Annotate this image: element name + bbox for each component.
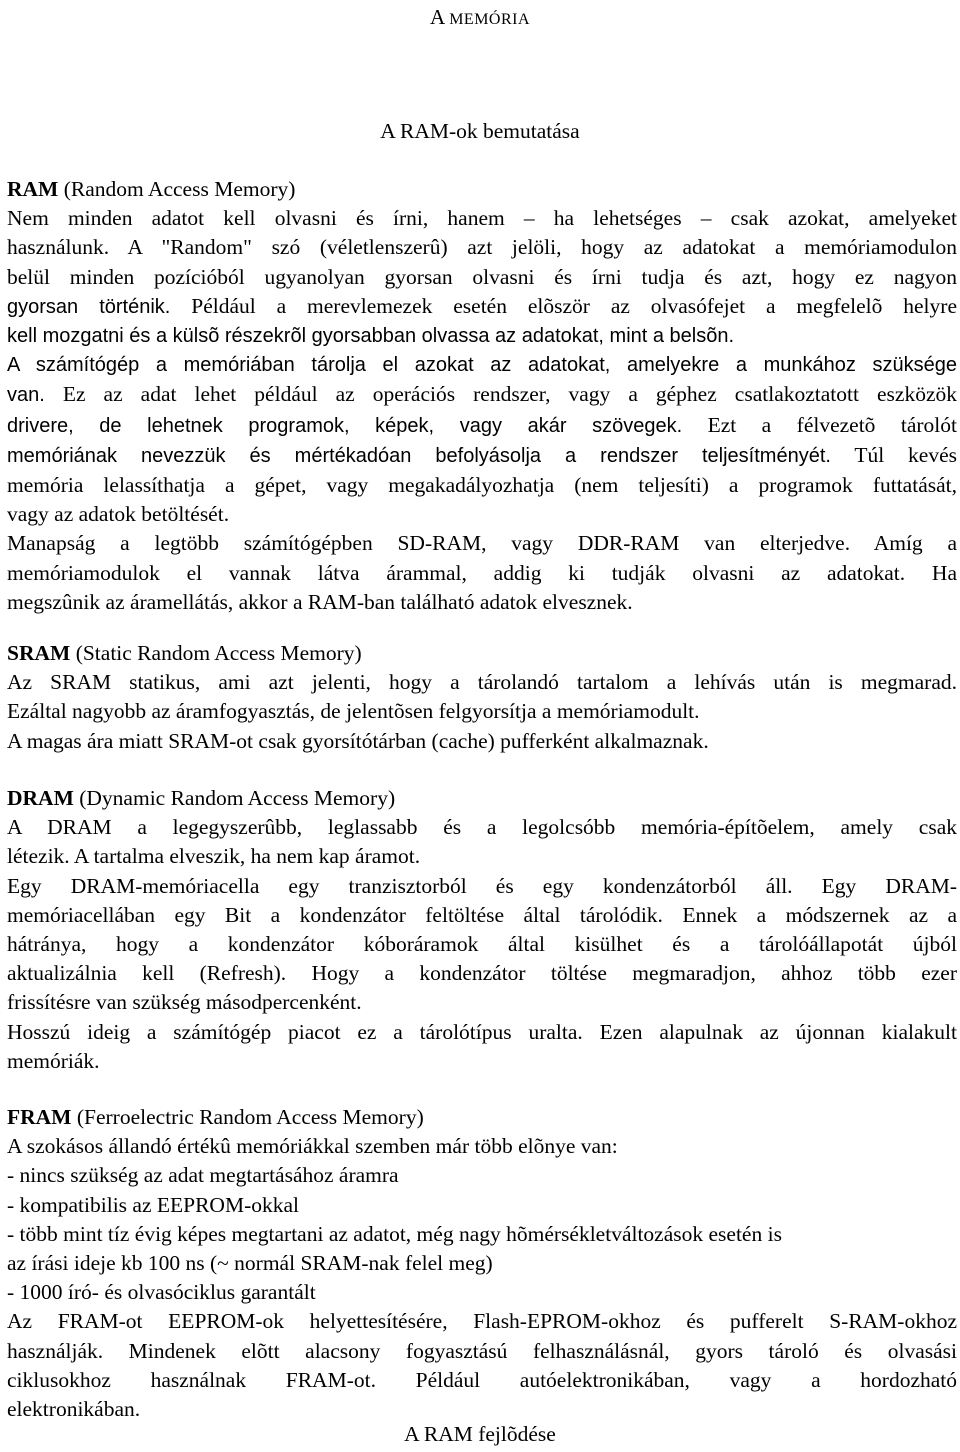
- fram-line-1: A szokásos állandó értékû memóriákkal szemben már több elõnye van:: [7, 1134, 618, 1159]
- page-title-rest: MEMÓRIA: [449, 11, 531, 28]
- next-section-heading: A RAM fejlõdése: [404, 1422, 556, 1446]
- fram-list-item-3-cont: az írási ideje kb 100 ns (~ normál SRAM-nak felel meg): [7, 1251, 493, 1276]
- ram-line-7a: van.: [7, 384, 45, 407]
- dram-line-2: létezik. A tartalma elveszik, ha nem kap áramot.: [7, 844, 421, 869]
- page-title-initial: A: [429, 5, 444, 29]
- ram-heading-full: (Random Access Memory): [58, 177, 296, 201]
- ram-line-2: használunk. A "Random" szó (véletlenszerû) azt jelöli, hogy az adatokat a memóriamodulon: [7, 235, 957, 260]
- dram-line-5: hátránya, hogy a kondenzátor kóboráramok által kisülhet és a tárolóállapotát újból: [7, 932, 957, 957]
- dram-heading-abbr: DRAM: [7, 786, 74, 810]
- fram-list-item-4: - 1000 író- és olvasóciklus garantált: [7, 1280, 316, 1305]
- ram-line-8a: drivere, de lehetnek programok, képek, vagy akár szövegek.: [7, 414, 683, 437]
- ram-line-11: vagy az adatok betöltését.: [7, 502, 230, 527]
- ram-line-1: Nem minden adatot kell olvasni és írni, hanem – ha lehetséges – csak azokat, amelyeket: [7, 206, 957, 231]
- fram-heading-full: (Ferroelectric Random Access Memory): [71, 1105, 424, 1129]
- fram-line-7: Az FRAM-ot EEPROM-ok helyettesítésére, Flash-EPROM-okhoz és pufferelt S-RAM-okhoz: [7, 1309, 957, 1334]
- ram-section: [7, 175, 957, 617]
- sram-heading-abbr: SRAM: [7, 641, 71, 665]
- ram-line-7: [7, 380, 957, 410]
- dram-heading-full: (Dynamic Random Access Memory): [73, 786, 396, 810]
- dram-line-8: Hosszú ideig a számítógép piacot ez a tárolótípus uralta. Ezen alapulnak az újonnan kialakult: [7, 1019, 957, 1044]
- dram-line-4: memóriacellában egy Bit a kondenzátor feltöltése által tárolódik. Ennek a módszernek az a: [7, 902, 957, 927]
- fram-list-item-1: - nincs szükség az adat megtartásához áramra: [7, 1163, 399, 1188]
- page-title: [0, 2, 960, 35]
- dram-line-3: Egy DRAM-memóriacella egy tranzisztorból és egy kondenzátorból áll. Egy DRAM-: [7, 873, 957, 898]
- fram-section: [7, 1103, 957, 1424]
- ram-line-14: megszûnik az áramellátás, akkor a RAM-ban található adatok elvesznek.: [7, 589, 633, 614]
- fram-heading-abbr: FRAM: [7, 1105, 72, 1129]
- ram-line-3: belül minden pozícióból ugyanolyan gyorsan olvasni és írni tudja és azt, hogy ez nagyon: [7, 264, 957, 289]
- ram-line-9: [7, 441, 957, 471]
- dram-line-7: frissítésre van szükség másodpercenként.: [7, 990, 362, 1015]
- fram-list-item-3: - több mint tíz évig képes megtartani az adatot, még nagy hõmérsékletváltozások esetén is: [7, 1221, 782, 1246]
- fram-heading: [7, 1103, 957, 1132]
- ram-heading: [7, 175, 957, 204]
- sram-heading: [7, 639, 957, 668]
- dram-heading: [7, 784, 957, 813]
- fram-line-9: ciklusokhoz használnak FRAM-ot. Például autóelektronikában, vagy a hordozható: [7, 1367, 957, 1392]
- ram-line-8: [7, 411, 957, 441]
- dram-line-6: aktualizálnia kell (Refresh). Hogy a kondenzátor töltése megmaradjon, ahhoz több ezer: [7, 961, 957, 986]
- ram-line-4a: gyorsan történik.: [7, 295, 171, 318]
- dram-line-1: A DRAM a legegyszerûbb, leglassabb és a legolcsóbb memória-építõelem, amely csak: [7, 815, 957, 840]
- ram-line-6: A számítógép a memóriában tárolja el azokat az adatokat, amelyekre a munkához szüksége: [7, 354, 957, 377]
- ram-line-12: Manapság a legtöbb számítógépben SD-RAM, vagy DDR-RAM van elterjedve. Amíg a: [7, 531, 957, 556]
- fram-line-8: használják. Mindenek elõtt alacsony fogyasztású felhasználásnál, gyors tároló és olvasási: [7, 1338, 957, 1363]
- sram-line-3: A magas ára miatt SRAM-ot csak gyorsítótárban (cache) pufferként alkalmaznak.: [7, 728, 709, 753]
- ram-line-5: kell mozgatni és a külsõ részekrõl gyorsabban olvassa az adatokat, mint a belsõn.: [7, 325, 735, 348]
- ram-line-4: [7, 292, 957, 322]
- sram-heading-full: (Static Random Access Memory): [70, 641, 362, 665]
- ram-line-13: memóriamodulok el vannak látva árammal, addig ki tudják olvasni az adatokat. Ha: [7, 560, 957, 585]
- ram-heading-abbr: RAM: [7, 177, 59, 201]
- ram-line-9a: memóriának nevezzük és mértékadóan befolyásolja a rendszer teljesítményét.: [7, 444, 831, 467]
- sram-line-2: Ezáltal nagyobb az áramfogyasztás, de jelentõsen felgyorsítja a memóriamodult.: [7, 699, 700, 724]
- ram-line-10: memória lelassíthatja a gépet, vagy megakadályozhatja (nem teljesíti) a programok futtatását,: [7, 473, 957, 498]
- ram-line-8b: Ezt a félvezetõ tárolót: [682, 412, 957, 437]
- ram-line-9b: Túl kevés: [830, 442, 958, 467]
- ram-line-7b: Ez az adat lehet például az operációs rendszer, vagy a géphez csatlakoztatott eszközök: [44, 382, 957, 407]
- dram-section: [7, 784, 957, 1076]
- fram-line-10: elektronikában.: [7, 1397, 141, 1422]
- section-subtitle: A RAM-ok bemutatása: [380, 119, 580, 143]
- fram-list-item-2: - kompatibilis az EEPROM-okkal: [7, 1192, 300, 1217]
- dram-line-9: memóriák.: [7, 1048, 100, 1073]
- sram-section: [7, 639, 957, 756]
- sram-line-1: Az SRAM statikus, ami azt jelenti, hogy a tárolandó tartalom a lehívás után is megmarad.: [7, 670, 957, 695]
- ram-line-4b: Például a merevlemezek esetén elõször az olvasófejet a megfelelõ helyre: [170, 293, 957, 318]
